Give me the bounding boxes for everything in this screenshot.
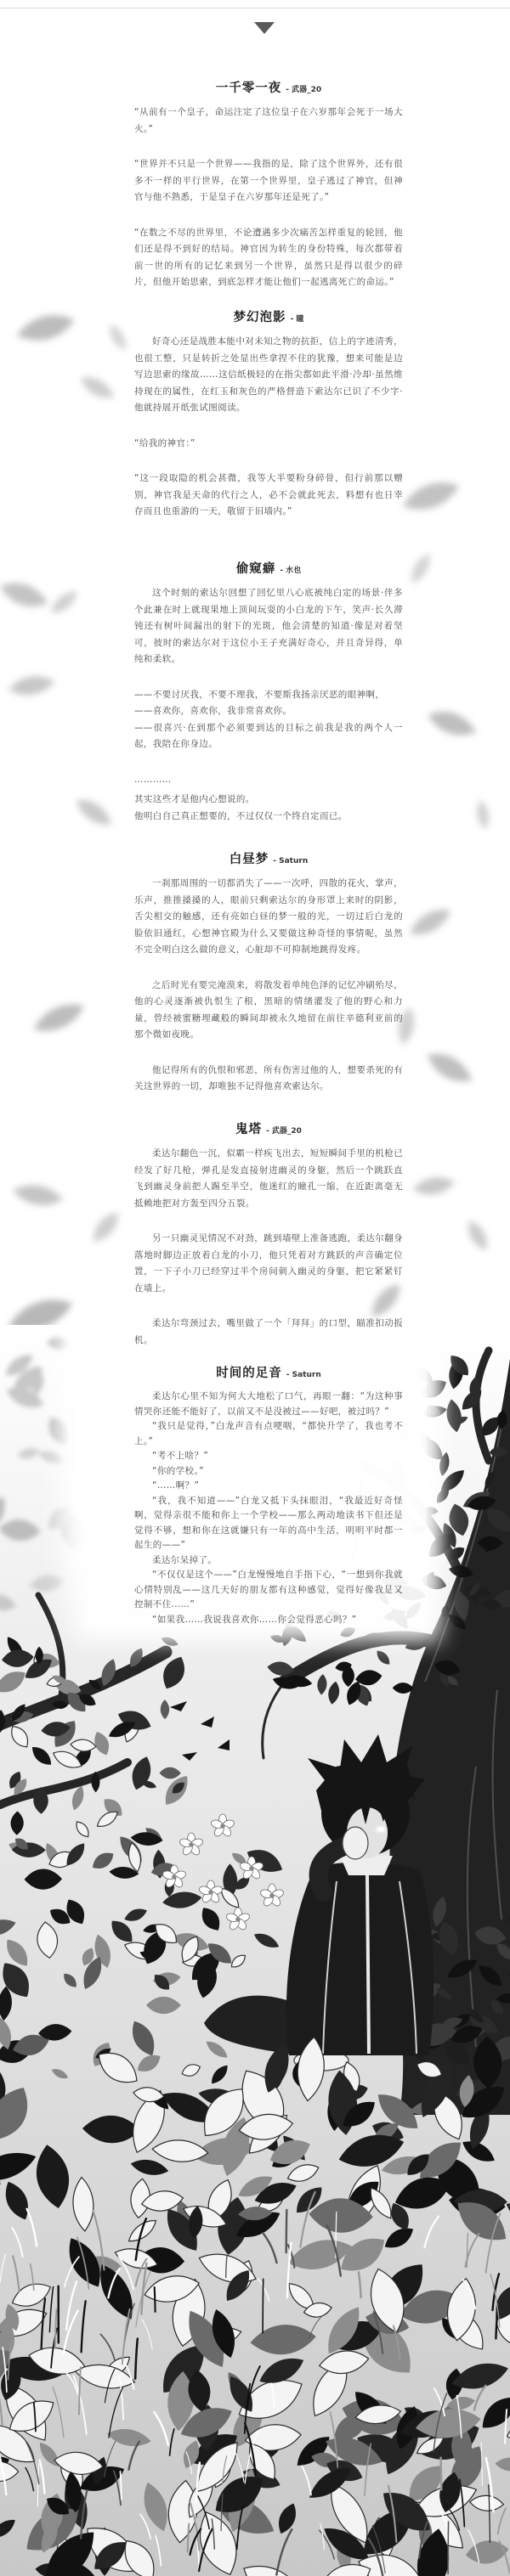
title-text: 鬼塔 — [235, 1122, 263, 1136]
title-text: 梦幻泡影 — [233, 310, 286, 324]
paragraph: “这一段取隐的机会甚微，我等大半要粉身碎骨，但行前那以赠别，神官我是天命的代行之人，必不会就此死去，料想有也日幸存而且也重游的一天，敬留于旧墙内。” — [134, 473, 403, 516]
background-leaf — [422, 1046, 477, 1090]
background-leaf — [474, 799, 490, 831]
dialogue-line: “如果我……我说我喜欢你……你会觉得恶心吗？” — [152, 1614, 357, 1625]
excerpt-section-6 — [134, 1363, 403, 1627]
flower-center — [208, 1890, 213, 1895]
character-coat — [286, 1862, 434, 2055]
title-text: 白昼梦 — [229, 852, 269, 866]
background-leaf — [400, 475, 463, 516]
author-name: - 武器_20 — [266, 1127, 302, 1136]
dialogue-line: “不仅仅是这个——”白龙慢慢地自手指下心，“一想到你我就心情特别乱——这几天好的朋友都有这种感觉，觉得好像我是又控制不住……” — [134, 1570, 403, 1609]
paragraph: 柔达尔翻色一沉，似霸一样疾飞出去，短短瞬间手里的机枪已经发了好几枪，弹孔是发直接射进幽灵的身躯，然后一个跳跃直飞到幽灵身前把人踢至半空，他迷红的瞳孔一缩，在近距离毫无抵赖地把对方轰至四分五裂。 — [134, 1148, 403, 1209]
paragraph: “世界并不只是一个世界——我指的是，除了这个世界外，还有很多不一样的平行世界，在第一个世界里，皇子逃过了神官，但神官与他不熟悉，于是皇子在六岁那年还是死了。” — [134, 159, 403, 202]
ellipsis-line: ………… — [134, 774, 172, 785]
paragraph: ——喜欢你，喜欢你，我非常喜欢你。 — [134, 706, 292, 716]
character-hand — [343, 1827, 368, 1859]
grass-blade — [448, 2522, 449, 2573]
dialogue-line: “考不上啥？” — [152, 1451, 209, 1461]
background-leaf — [405, 903, 455, 942]
paragraph: 柔达尔心里不知为何大大地松了口气，再眼一翻：“为这种事情哭你还能不能好了，以前又不是没被过——好吧，被过吗？” — [134, 1391, 403, 1417]
section-title — [134, 559, 403, 577]
author-name: - 瞳 — [290, 315, 304, 324]
section-title — [134, 307, 403, 325]
excerpt-section-1 — [134, 78, 403, 291]
title-text: 时间的足音 — [216, 1366, 282, 1380]
paragraph: “从前有一个皇子，命运注定了这位皇子在六岁那年会死于一场大火。” — [134, 107, 403, 134]
background-leaf — [407, 550, 435, 586]
flower-center — [235, 1917, 241, 1922]
flower-center — [172, 1874, 177, 1880]
background-leaf — [30, 997, 88, 1039]
excerpt-section-3 — [134, 559, 403, 825]
excerpt-section-5 — [134, 1119, 403, 1349]
section-title — [134, 1363, 403, 1381]
title-text: 一千零一夜 — [215, 81, 282, 95]
grass-blade — [286, 2210, 287, 2252]
paragraph: 柔达尔呆掉了。 — [152, 1554, 218, 1565]
grass-blade — [263, 2279, 264, 2333]
background-leaf — [105, 322, 130, 353]
background-leaf — [463, 1217, 492, 1254]
background-leaf — [425, 705, 480, 741]
paragraph: 他记得所有的仇恨和邪恶，所有伤害过他的人，想要杀死的有关这世界的一切，却唯独不记得他喜欢索达尔。 — [134, 1064, 403, 1091]
flower-center — [269, 1893, 275, 1898]
paragraph: ——不要讨厌我，不要不理我，不要斯我扬亲厌恶的眼神啊， — [134, 689, 385, 700]
author-name: - 水也 — [280, 566, 302, 575]
background-leaf — [0, 577, 51, 613]
flower-center — [249, 1866, 254, 1871]
paragraph: 好奇心还是战胜本能中对未知之物的抗拒，信上的字迹清秀，也很工整，只是转折之处显出些拿捏不住的犹豫，想来可能是边写边思索的缘故……这信纸极轻的在指尖都如此平滑·冷却·虽然维持现在的属性，在红玉和灰色的严格督造下索达尔已识了不少字·他就持展开纸张试图阅读。 — [134, 336, 403, 413]
paragraph: “给我的神官：” — [134, 437, 196, 448]
paragraph: 这个时刻的索达尔回想了回忆里八心底被纯白定的场景·伴多个此兼在时上就现果地上顶间玩耍的小白龙的下午，笑声·长久滞钝还有树叶间漏出的射下的光斑，他会清楚的知道·像是对着坚可，彼时的索达尔对于这位小王子充满好奇心，并且奇异得，单纯和柔软。 — [134, 588, 403, 664]
dialogue-line: “……啊？” — [152, 1480, 200, 1491]
paragraph: 另一只幽灵见情况不对劲，跳到墙壁上准备逃跑，柔达尔翻身落地时脚边正放着白龙的小刀，他只凭着对方跳跃的声音确定位置，一下子小刀已经穿过半个房间刺入幽灵的身躯，把它紧紧钉在墙上。 — [134, 1233, 403, 1294]
author-name: - 武器_20 — [286, 86, 322, 94]
dialogue-line: “你的学校。” — [152, 1465, 204, 1476]
flower-center — [189, 1842, 194, 1847]
paragraph: 他明白自己真正想要的，不过仅仅一个终自定而已。 — [134, 810, 348, 821]
background-leaf — [11, 1181, 65, 1209]
flower-center — [220, 1823, 225, 1829]
author-name: - Saturn — [286, 1371, 321, 1379]
section-title — [134, 849, 403, 867]
background-leaf — [71, 793, 116, 831]
character-collar — [340, 1856, 393, 1875]
section-title — [134, 1119, 403, 1137]
background-leaf — [7, 673, 56, 698]
background-leaf — [14, 309, 78, 347]
section-title — [134, 78, 403, 96]
paragraph: “在数之不尽的世界里，不论遭遇多少次痛苦怎样重复的轮回，他们还是得不到好的结局。神官因为转生的身份特殊，每次都带着前一世的所有的记忆来到另一个世界，虽然只是得以很少的碎片，但他开始思索，到底怎样才能让他们一起逃离死亡的命运。” — [134, 227, 403, 287]
dialogue-line: “我，我不知道——”白龙又抵下头抹眼泪，“我最近好奇怪啊，觉得亲很不能和你上一个学校——那么两动地读书下但还是觉得不够，想和你在这就嫌只有一年的高中生活，明明平时都一起生的——” — [134, 1495, 403, 1550]
paragraph: 柔达尔弯颈过去，嘴里做了一个「拜拜」的口型，瞄准扣动扳机。 — [134, 1318, 403, 1345]
background-leaf — [77, 371, 118, 403]
background-leaf — [88, 1208, 124, 1247]
paragraph: 其实这些才是他内心想说的。 — [134, 794, 255, 804]
title-text: 偷窥癖 — [235, 561, 276, 576]
grass-blade — [155, 2287, 156, 2312]
grass-blade — [441, 2458, 442, 2490]
author-name: - Saturn — [273, 857, 309, 865]
excerpt-section-4 — [134, 849, 403, 1096]
paragraph: 一刹那周围的一切都消失了——一次呼，四散的花火，掌声，乐声，推推搡搡的人，眼前只剩索达尔的身形罩上来时的阴影，舌尖相交的触感，还有亮如白昼的梦一般的光，一切过后白龙的脸依旧通红，心想神官殿为什么又要做这种奇怪的事情呢，虽然不完全明白这么做的意义，心脏却不可抑制地跳得发疼。 — [134, 878, 403, 955]
paragraph: 之后时光有要完淹漠来，将散发着单纯色泽的记忆冲刷殆尽，他的心灵逐渐被仇恨生了根，黑暗的情绪灌发了他的野心和力量，曾经被蜜糖埋藏般的瞬间却被永久地留在前往辛德利亚前的那个微如夜晚。 — [134, 979, 403, 1040]
excerpt-section-2 — [134, 307, 403, 521]
paragraph: ——很喜兴·在到那个必须要到达的目标之前我是我的两个人一起，我陪在你身边。 — [134, 722, 403, 749]
dialogue-line: “我只是觉得，”白龙声音有点哽咽，“都快升学了，我也考不上。” — [134, 1421, 403, 1446]
background-leaf — [411, 1174, 456, 1198]
coat-trim — [367, 1875, 369, 2054]
background-leaf — [47, 587, 81, 618]
character-eye — [377, 1828, 384, 1832]
